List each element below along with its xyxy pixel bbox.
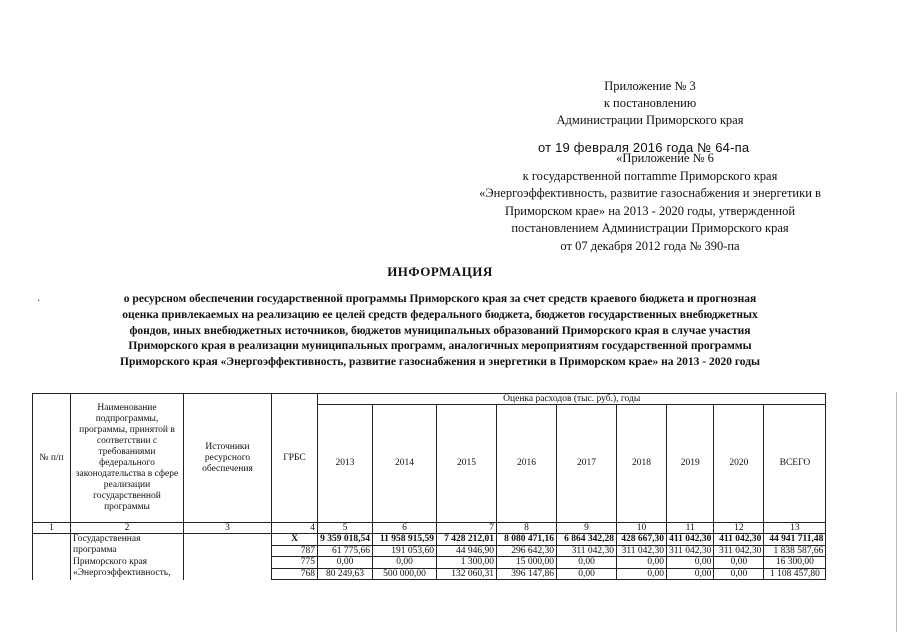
col-number: 12 [714,523,764,534]
value-cell: 0,00 [667,557,714,569]
value-cell: 428 667,30 [617,534,667,546]
value-cell: 11 958 915,59 [373,534,437,546]
appendix-line: постановлением Администрации Приморского края [511,221,789,235]
appendix-line: «Приложение № 6 [616,151,714,165]
value-cell: 0,00 [318,557,373,569]
value-cell: 61 775,66 [318,545,373,557]
col-number: 3 [184,523,272,534]
subtitle-line: о ресурсном обеспечении государственной программы Приморского края за счет средств краевого бюджета и прогнозная [123,293,757,305]
subtitle-line: оценка привлекаемых на реализацию ее целей средств федерального бюджета, бюджетов государственных внебюджетных [122,308,758,321]
appendix-old [430,150,870,255]
value-cell: 411 042,30 [667,534,714,546]
col-number: 1 [33,523,71,534]
table-row [33,568,826,580]
value-cell: 191 053,60 [373,545,437,557]
header-year: 2016 [497,405,557,523]
value-cell: 44 941 711,48 [764,534,826,546]
value-cell: 311 042,30 [714,545,764,557]
col-number: 2 [71,523,184,534]
value-cell: 1 300,00 [437,557,497,569]
header-year: 2020 [714,405,764,523]
value-cell: 8 080 471,16 [497,534,557,546]
value-cell: 132 060,31 [437,568,497,580]
value-cell: 500 000,00 [373,568,437,580]
table-row [33,557,826,569]
date-stamp: от 19 февраля 2016 года № 64-па [538,140,750,155]
col-number: 9 [557,523,617,534]
appendix-line: Администрации Приморского края [556,113,744,127]
subtitle-line: Приморского края «Энергоэффективность, развитие газоснабжения и энергетики в Приморском крае» на 2013 - 2020 годы [120,356,760,369]
value-cell: 1 838 587,66 [764,545,826,557]
value-cell: 6 864 342,28 [557,534,617,546]
appendix-new [430,78,870,129]
appendix-line: Приложение № 3 [604,79,696,93]
scan-edge [896,392,897,632]
header-group: Оценка расходов (тыс. руб.), годы [318,394,826,405]
value-cell: 15 000,00 [497,557,557,569]
value-cell: 296 642,30 [497,545,557,557]
value-cell: 0,00 [714,557,764,569]
value-cell: 7 428 212,01 [437,534,497,546]
value-cell: 80 249,63 [318,568,373,580]
subtitle-line: фондов, иных внебюджетных источников, бюджетов муниципальных образований Приморского края в случае участия [129,324,751,337]
grbs-cell: 775 [272,557,318,569]
value-cell: 0,00 [557,568,617,580]
document-subtitle [40,292,840,371]
col-number: 11 [667,523,714,534]
value-cell: 0,00 [617,557,667,569]
col-number: 4 [272,523,318,534]
program-name-line: «Энергоэффективность, [71,568,184,580]
grbs-cell: 787 [272,545,318,557]
header-source: Источники ресурсного обеспечения [184,394,272,523]
value-cell: 396 147,86 [497,568,557,580]
grbs-cell: 768 [272,568,318,580]
col-number: 5 [318,523,373,534]
resource-table [32,393,826,580]
value-cell: 0,00 [667,568,714,580]
col-number: 6 [373,523,437,534]
header-total: ВСЕГО [764,405,826,523]
value-cell: 0,00 [714,568,764,580]
col-number: 10 [617,523,667,534]
header-year: 2019 [667,405,714,523]
header-year: 2015 [437,405,497,523]
value-cell: 16 300,00 [764,557,826,569]
value-cell: 0,00 [373,557,437,569]
table-row [33,545,826,557]
value-cell: 0,00 [617,568,667,580]
header-name: Наименование подпрограммы, программы, принятой в соответствии с требованиями федерального законодательства в сфере реализации государственной программы [71,394,184,523]
table-row [33,534,826,546]
program-name-line: Приморского края [71,557,184,569]
header-year: 2014 [373,405,437,523]
value-cell: 311 042,30 [667,545,714,557]
header-year: 2018 [617,405,667,523]
subtitle-line: Приморского края в реализации муниципальных программ, аналогичных мероприятиям государственной программы [128,340,752,353]
value-cell: 311 042,30 [617,545,667,557]
value-cell: 311 042,30 [557,545,617,557]
program-name-line: Государственная [71,534,184,546]
program-name-line: программа [71,545,184,557]
appendix-line: Приморском крае» на 2013 - 2020 годы, утвержденной [504,203,796,218]
value-cell: 411 042,30 [714,534,764,546]
appendix-line: «Энергоэффективность, развитие газоснабжения и энергетики в [479,186,821,200]
col-number: 8 [497,523,557,534]
scan-dot: · [37,296,41,307]
col-number: 13 [764,523,826,534]
value-cell: 1 108 457,80 [764,568,826,580]
header-num: № п/п [33,394,71,523]
value-cell: 9 359 018,54 [318,534,373,546]
header-year: 2013 [318,405,373,523]
value-cell: 44 946,90 [437,545,497,557]
header-year: 2017 [557,405,617,523]
header-grbs: ГРБС [272,394,318,523]
appendix-line: к государственной погramme Приморского края [522,168,778,183]
col-number: 7 [437,523,497,534]
value-cell: 0,00 [557,557,617,569]
appendix-line: к постановлению [603,96,697,110]
grbs-cell: Х [272,534,318,546]
appendix-line: от 07 декабря 2012 года № 390-па [560,238,740,253]
document-title: ИНФОРМАЦИЯ [387,264,493,279]
